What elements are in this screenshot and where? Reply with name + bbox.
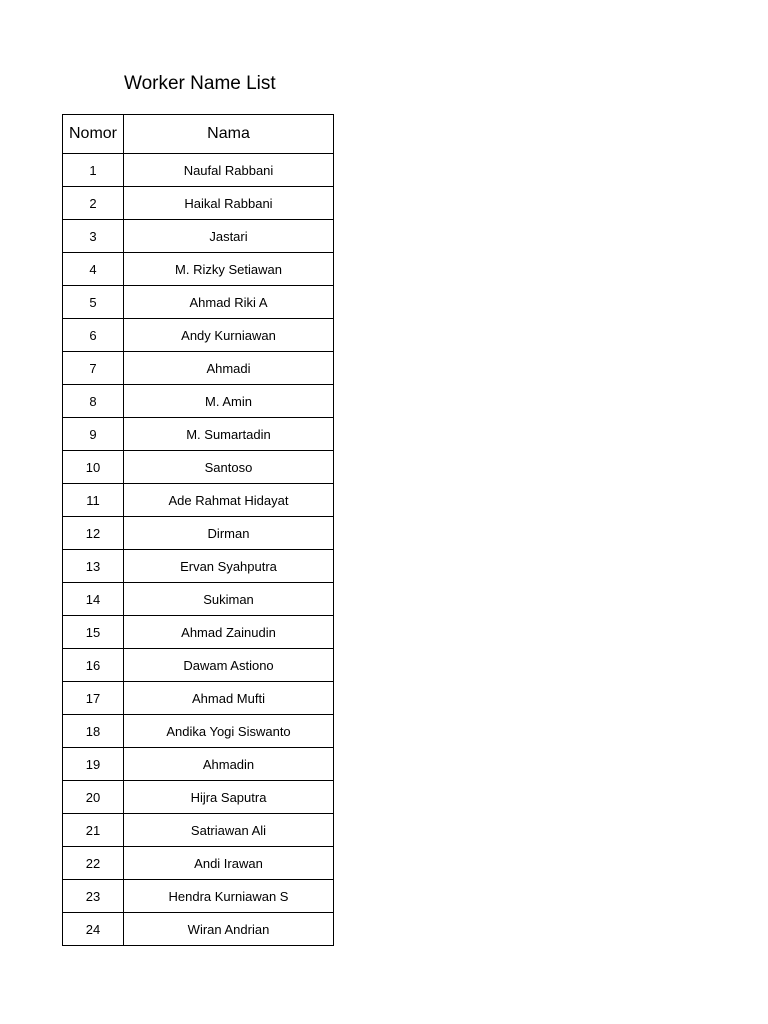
- cell-nama: Jastari: [124, 220, 334, 253]
- cell-nama: Dawam Astiono: [124, 649, 334, 682]
- cell-nama: Ahmad Zainudin: [124, 616, 334, 649]
- cell-nama: Andy Kurniawan: [124, 319, 334, 352]
- table-row: [63, 517, 334, 550]
- cell-nomor: 14: [63, 583, 124, 616]
- table-row: [63, 880, 334, 913]
- cell-nomor: 1: [63, 154, 124, 187]
- cell-nomor: 4: [63, 253, 124, 286]
- cell-nama: Ade Rahmat Hidayat: [124, 484, 334, 517]
- cell-nomor: 19: [63, 748, 124, 781]
- cell-nama: Satriawan Ali: [124, 814, 334, 847]
- table-row: [63, 616, 334, 649]
- cell-nomor: 3: [63, 220, 124, 253]
- cell-nama: Ahmad Riki A: [124, 286, 334, 319]
- table-body: [63, 154, 334, 946]
- table-row: [63, 814, 334, 847]
- cell-nama: M. Sumartadin: [124, 418, 334, 451]
- cell-nama: Hendra Kurniawan S: [124, 880, 334, 913]
- cell-nama: M. Amin: [124, 385, 334, 418]
- cell-nama: Ahmadi: [124, 352, 334, 385]
- table-row: [63, 781, 334, 814]
- cell-nomor: 16: [63, 649, 124, 682]
- cell-nomor: 24: [63, 913, 124, 946]
- table-row: [63, 550, 334, 583]
- cell-nomor: 13: [63, 550, 124, 583]
- table-header-row: [63, 115, 334, 154]
- cell-nomor: 7: [63, 352, 124, 385]
- table-row: [63, 484, 334, 517]
- cell-nomor: 15: [63, 616, 124, 649]
- cell-nomor: 21: [63, 814, 124, 847]
- table-row: [63, 220, 334, 253]
- cell-nomor: 9: [63, 418, 124, 451]
- table-row: [63, 154, 334, 187]
- cell-nomor: 8: [63, 385, 124, 418]
- table-row: [63, 418, 334, 451]
- table-row: [63, 583, 334, 616]
- table-row: [63, 187, 334, 220]
- cell-nama: Wiran Andrian: [124, 913, 334, 946]
- cell-nomor: 6: [63, 319, 124, 352]
- cell-nomor: 10: [63, 451, 124, 484]
- cell-nama: Ahmad Mufti: [124, 682, 334, 715]
- column-header-nomor: Nomor: [63, 115, 124, 154]
- table-row: [63, 385, 334, 418]
- cell-nama: Ahmadin: [124, 748, 334, 781]
- cell-nama: Santoso: [124, 451, 334, 484]
- cell-nomor: 12: [63, 517, 124, 550]
- page-title: Worker Name List: [124, 73, 276, 94]
- table-row: [63, 319, 334, 352]
- cell-nomor: 17: [63, 682, 124, 715]
- worker-table: [62, 114, 334, 946]
- cell-nomor: 5: [63, 286, 124, 319]
- cell-nomor: 2: [63, 187, 124, 220]
- cell-nama: M. Rizky Setiawan: [124, 253, 334, 286]
- cell-nama: Haikal Rabbani: [124, 187, 334, 220]
- table-row: [63, 352, 334, 385]
- cell-nomor: 23: [63, 880, 124, 913]
- cell-nama: Andika Yogi Siswanto: [124, 715, 334, 748]
- table-row: [63, 748, 334, 781]
- cell-nama: Sukiman: [124, 583, 334, 616]
- cell-nama: Hijra Saputra: [124, 781, 334, 814]
- cell-nama: Dirman: [124, 517, 334, 550]
- cell-nomor: 18: [63, 715, 124, 748]
- table-row: [63, 682, 334, 715]
- table-row: [63, 649, 334, 682]
- cell-nomor: 11: [63, 484, 124, 517]
- cell-nama: Andi Irawan: [124, 847, 334, 880]
- table-row: [63, 451, 334, 484]
- table-row: [63, 715, 334, 748]
- cell-nomor: 20: [63, 781, 124, 814]
- cell-nomor: 22: [63, 847, 124, 880]
- column-header-nama: Nama: [124, 115, 334, 154]
- table-row: [63, 286, 334, 319]
- table-row: [63, 253, 334, 286]
- cell-nama: Naufal Rabbani: [124, 154, 334, 187]
- table-row: [63, 913, 334, 946]
- cell-nama: Ervan Syahputra: [124, 550, 334, 583]
- table-row: [63, 847, 334, 880]
